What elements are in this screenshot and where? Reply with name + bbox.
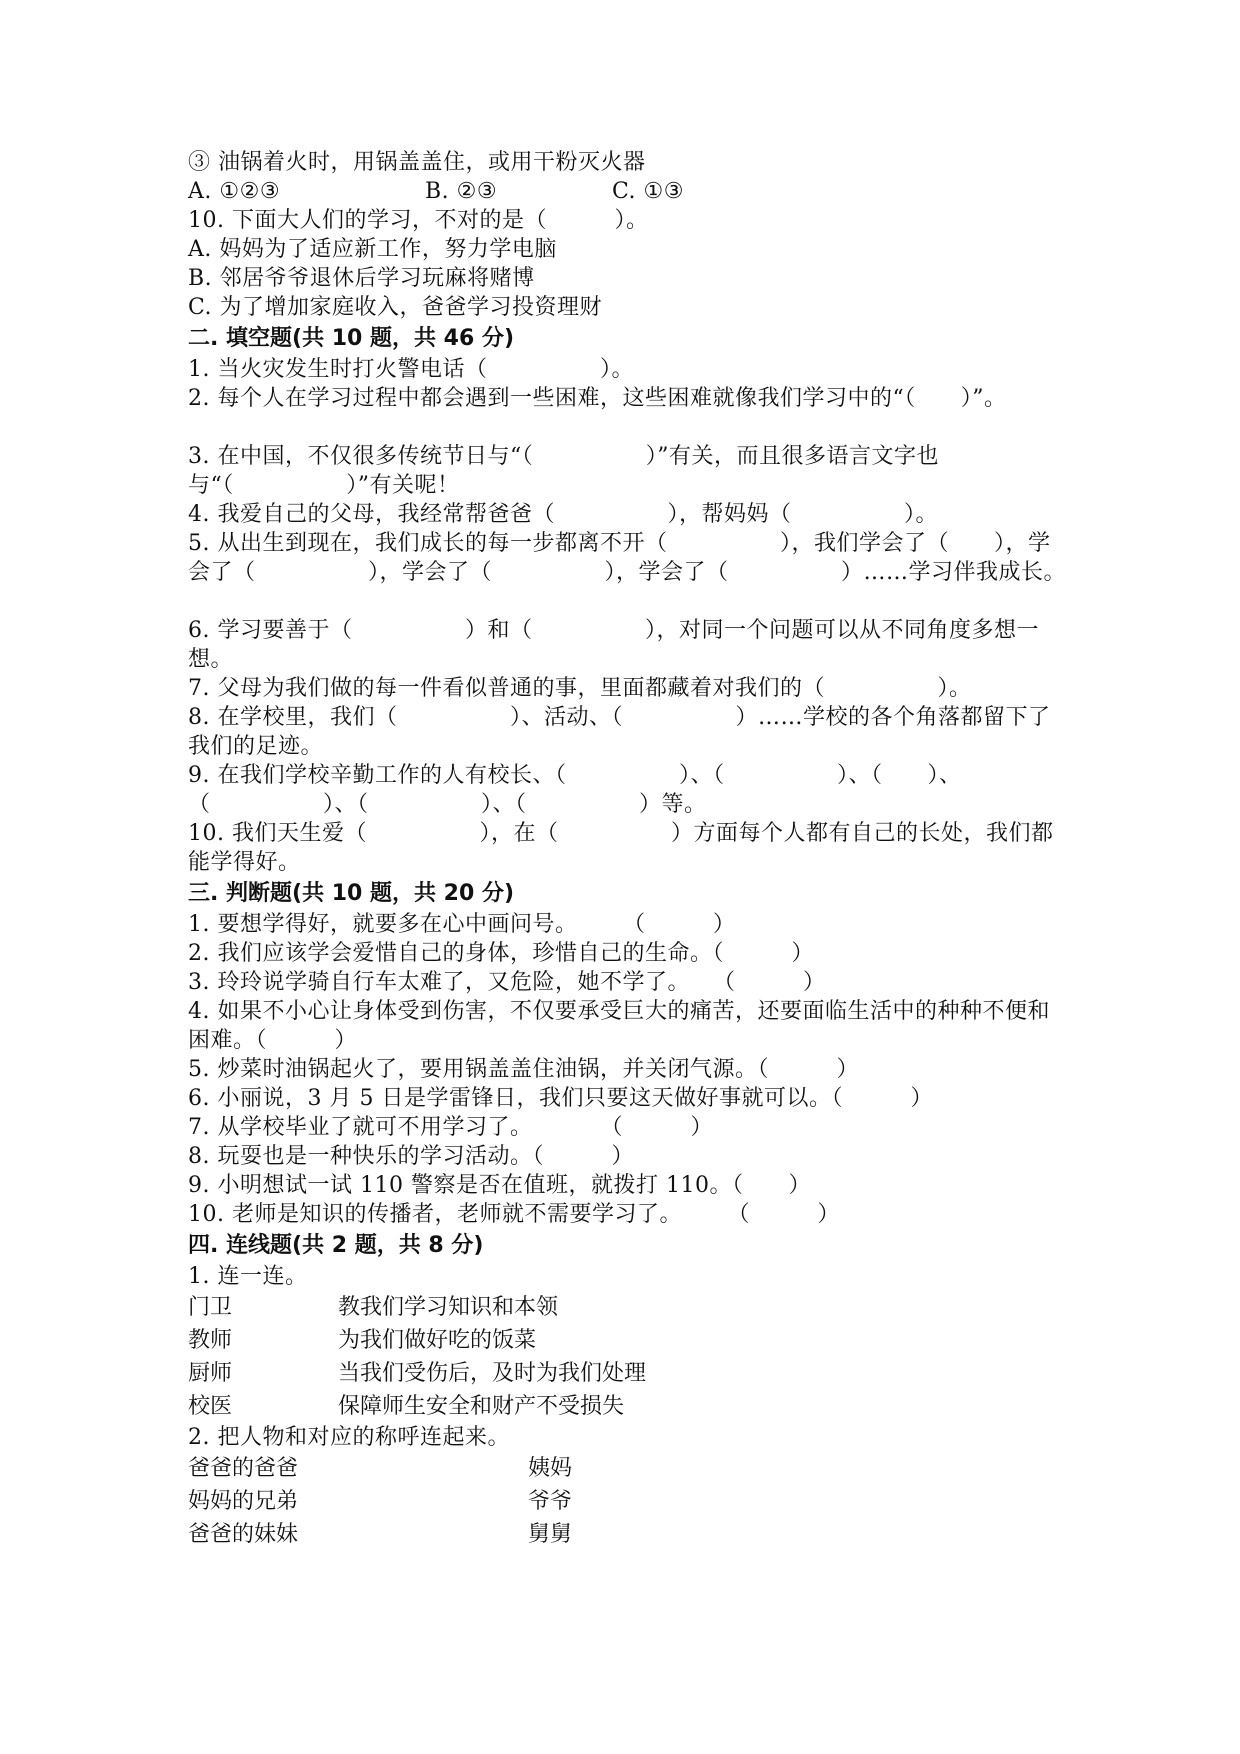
q9-choice-b: B. ②③ — [425, 179, 498, 204]
q10-choice-c: C. 为了增加家庭收入，爸爸学习投资理财 — [188, 295, 603, 320]
match-q1-row — [188, 1357, 1068, 1390]
fill-item-2: 2. 每个人在学习过程中都会遇到一些困难，这些困难就像我们学习中的“（ ）”。 — [188, 386, 1007, 411]
match-q1-row — [188, 1390, 1068, 1423]
section-3-title: 三. 判断题(共 10 题，共 20 分) — [188, 881, 514, 906]
match-q2-left: 爸爸的妹妹 — [188, 1522, 299, 1547]
judge-item-5: 5. 炒菜时油锅起火了，要用锅盖盖住油锅，并关闭气源。（ ） — [188, 1057, 859, 1082]
fill-item-10: 10. 我们天生爱（ ），在（ ）方面每个人都有自己的长处，我们都能学得好。 — [188, 821, 1054, 875]
q9-choice-c: C. ①③ — [612, 179, 684, 204]
fill-item-3: 3. 在中国，不仅很多传统节日与“（ ）”有关，而且很多语言文字也与“（ ）”有关呢！ — [188, 444, 939, 498]
section-2-title: 二. 填空题(共 10 题，共 46 分) — [188, 326, 514, 351]
q9-option-3: ③ 油锅着火时，用锅盖盖住，或用干粉灭火器 — [188, 150, 646, 175]
match-q1-left: 厨师 — [188, 1361, 233, 1386]
match-q2-row — [188, 1452, 1068, 1485]
q9-choices — [188, 177, 1068, 206]
match-q2-left: 妈妈的兄弟 — [188, 1489, 299, 1514]
section-4-title: 四. 连线题(共 2 题，共 8 分) — [188, 1233, 484, 1258]
match-q2-stem: 2. 把人物和对应的称呼连起来。 — [188, 1425, 510, 1450]
fill-item-5: 5. 从出生到现在，我们成长的每一步都离不开（ ），我们学会了（ ），学会了（ ），学会了（ ），学会了（ ）……学习伴我成长。 — [188, 531, 1067, 585]
match-q2-right: 舅舅 — [528, 1522, 573, 1547]
match-q1-right: 教我们学习知识和本领 — [338, 1295, 559, 1320]
judge-item-3: 3. 玲玲说学骑自行车太难了，又危险，她不学了。 （ ） — [188, 970, 826, 995]
match-q1-left: 教师 — [188, 1328, 233, 1353]
judge-item-4: 4. 如果不小心让身体受到伤害，不仅要承受巨大的痛苦，还要面临生活中的种种不便和困难。（ ） — [188, 999, 1050, 1053]
match-q1-stem: 1. 连一连。 — [188, 1264, 308, 1289]
judge-item-7: 7. 从学校毕业了就可不用学习了。 （ ） — [188, 1115, 713, 1140]
judge-item-2: 2. 我们应该学会爱惜自己的身体，珍惜自己的生命。（ ） — [188, 941, 814, 966]
q10-stem: 10. 下面大人们的学习，不对的是（ ）。 — [188, 208, 649, 233]
match-q1-left: 校医 — [188, 1394, 233, 1419]
match-q2-right: 姨妈 — [528, 1456, 573, 1481]
judge-item-1: 1. 要想学得好，就要多在心中画问号。 （ ） — [188, 912, 736, 937]
match-q2-row — [188, 1485, 1068, 1518]
fill-item-7: 7. 父母为我们做的每一件看似普通的事，里面都藏着对我们的（ ）。 — [188, 676, 972, 701]
match-q1-row — [188, 1324, 1068, 1357]
exam-page — [188, 148, 1068, 1551]
match-q2-row — [188, 1518, 1068, 1551]
q9-choice-a: A. ①②③ — [188, 179, 281, 204]
fill-item-4: 4. 我爱自己的父母，我经常帮爸爸（ ），帮妈妈（ ）。 — [188, 502, 938, 527]
fill-item-9: 9. 在我们学校辛勤工作的人有校长、（ ）、（ ）、（ ）、（ ）、（ ）、（ ）等。 — [188, 763, 962, 817]
fill-item-1: 1. 当火灾发生时打火警电话（ ）。 — [188, 357, 634, 382]
judge-item-10: 10. 老师是知识的传播者，老师就不需要学习了。 （ ） — [188, 1202, 840, 1227]
q10-choice-b: B. 邻居爷爷退休后学习玩麻将赌博 — [188, 266, 535, 291]
judge-item-9: 9. 小明想试一试 110 警察是否在值班，就拨打 110。（ ） — [188, 1173, 811, 1198]
fill-item-6: 6. 学习要善于（ ）和（ ），对同一个问题可以从不同角度多想一想。 — [188, 618, 1039, 672]
judge-item-6: 6. 小丽说，3 月 5 日是学雷锋日，我们只要这天做好事就可以。（ ） — [188, 1086, 933, 1111]
match-q1-left: 门卫 — [188, 1295, 233, 1320]
match-q2-left: 爸爸的爸爸 — [188, 1456, 299, 1481]
fill-item-8: 8. 在学校里，我们（ ）、活动、（ ）……学校的各个角落都留下了我们的足迹。 — [188, 705, 1051, 759]
match-q1-row — [188, 1291, 1068, 1324]
q10-choice-a: A. 妈妈为了适应新工作，努力学电脑 — [188, 237, 557, 262]
match-q1-right: 当我们受伤后，及时为我们处理 — [338, 1361, 647, 1386]
match-q1-right: 保障师生安全和财产不受损失 — [338, 1394, 625, 1419]
judge-item-8: 8. 玩耍也是一种快乐的学习活动。（ ） — [188, 1144, 634, 1169]
match-q2-right: 爷爷 — [528, 1489, 573, 1514]
match-q1-right: 为我们做好吃的饭菜 — [338, 1328, 537, 1353]
